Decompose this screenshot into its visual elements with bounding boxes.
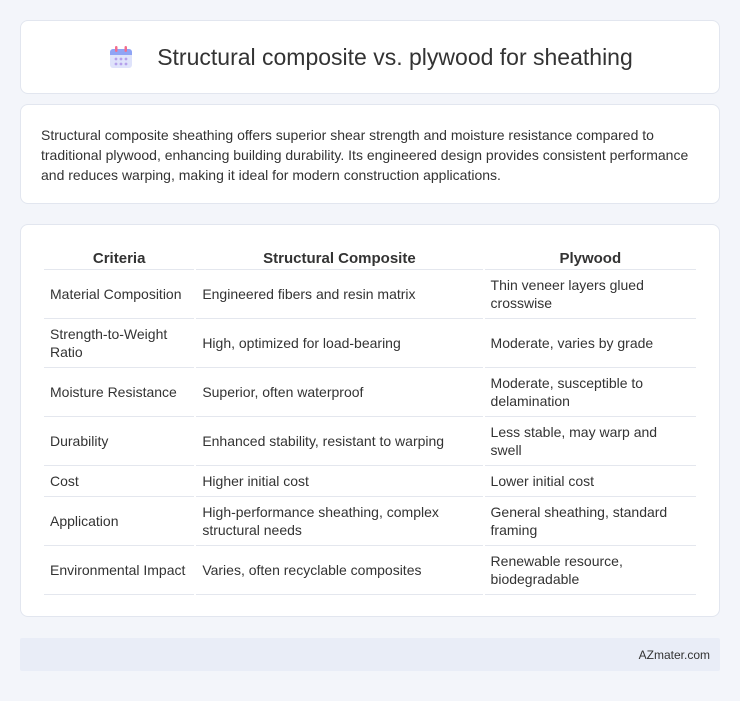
plywood-cell: General sheathing, standard framing [485,497,696,546]
criteria-cell: Application [44,497,194,546]
composite-cell: Engineered fibers and resin matrix [196,270,482,319]
table-row [44,417,696,466]
table-row [44,270,696,319]
table-row [44,368,696,417]
criteria-cell: Material Composition [44,270,194,319]
plywood-cell: Less stable, may warp and swell [485,417,696,466]
criteria-cell: Strength-to-Weight Ratio [44,319,194,368]
header [21,21,719,93]
composite-cell: High-performance sheathing, complex structural needs [196,497,482,546]
criteria-cell: Durability [44,417,194,466]
plywood-cell: Moderate, susceptible to delamination [485,368,696,417]
footer [20,638,720,671]
calendar-icon [107,43,135,71]
comparison-table [42,245,698,595]
table-row [44,546,696,595]
header-structural-composite: Structural Composite [196,245,482,270]
composite-cell: High, optimized for load-bearing [196,319,482,368]
composite-cell: Superior, often waterproof [196,368,482,417]
table-row [44,319,696,368]
criteria-cell: Environmental Impact [44,546,194,595]
composite-cell: Varies, often recyclable composites [196,546,482,595]
summary-card [20,104,720,204]
header-criteria: Criteria [44,245,194,270]
header-card [20,20,720,94]
summary-text: Structural composite sheathing offers superior shear strength and moisture resistance compared to traditional plywood, enhancing building durability. Its engineered design provides consistent performance and reduces warping, making it ideal for modern construction applications. [41,127,689,183]
criteria-cell: Moisture Resistance [44,368,194,417]
table-row [44,466,696,497]
table-row [44,497,696,546]
page-title: Structural composite vs. plywood for sheathing [157,43,633,70]
composite-cell: Enhanced stability, resistant to warping [196,417,482,466]
plywood-cell: Moderate, varies by grade [485,319,696,368]
plywood-cell: Renewable resource, biodegradable [485,546,696,595]
composite-cell: Higher initial cost [196,466,482,497]
plywood-cell: Thin veneer layers glued crosswise [485,270,696,319]
table-header-row [44,245,696,270]
criteria-cell: Cost [44,466,194,497]
header-plywood: Plywood [485,245,696,270]
footer-site-name: AZmater.com [638,647,710,662]
comparison-table-card [20,224,720,617]
plywood-cell: Lower initial cost [485,466,696,497]
